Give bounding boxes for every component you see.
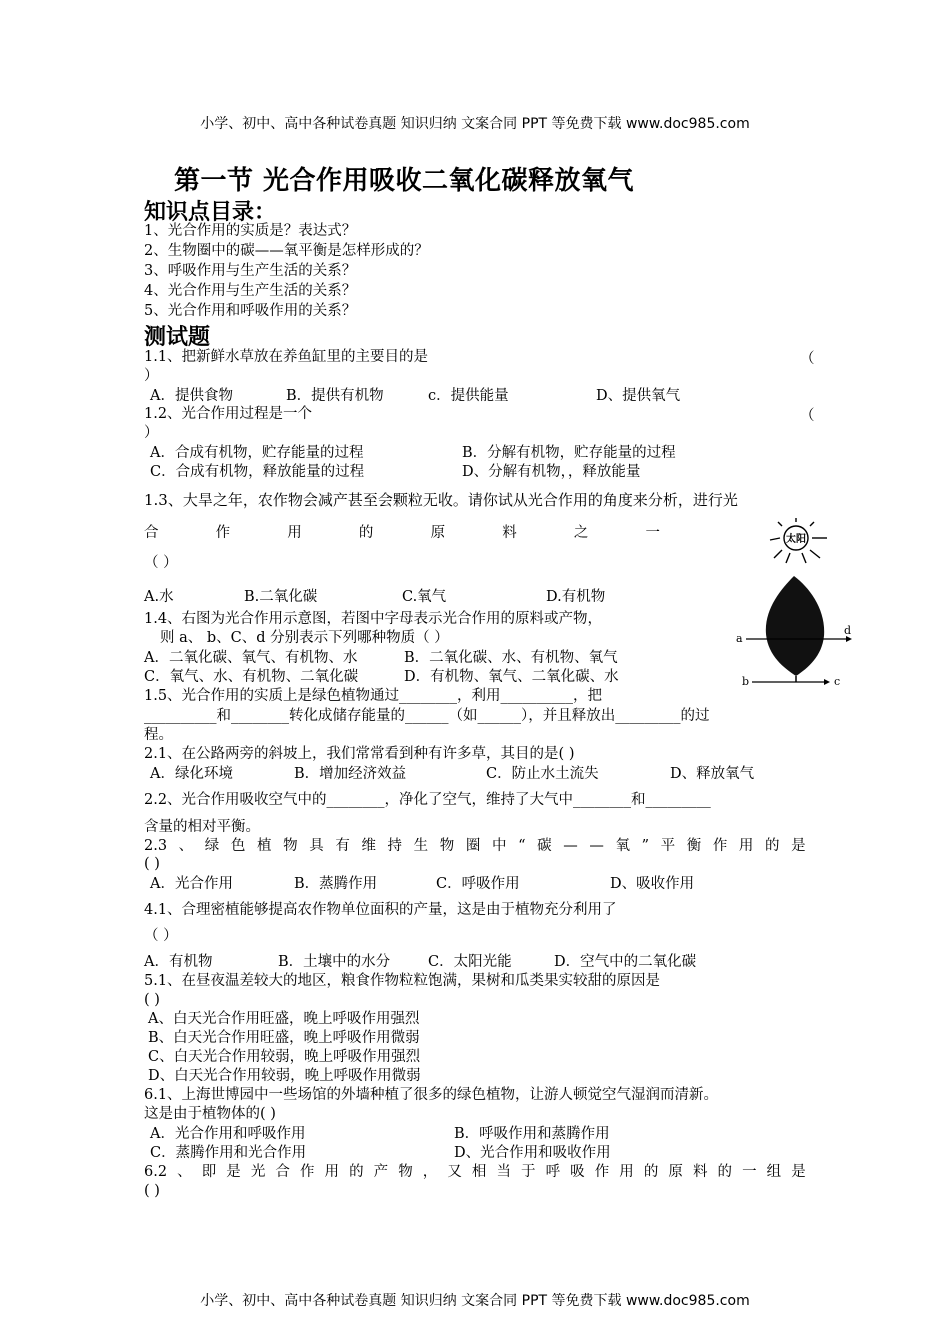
q23-char: 的: [765, 838, 780, 854]
option-d: D.有机物: [546, 589, 606, 605]
q62-char: 呼: [545, 1164, 561, 1180]
answer-paren: （ ）: [144, 555, 178, 571]
q62-char: 是: [226, 1164, 241, 1180]
q13-char: 作: [215, 525, 231, 541]
answer-paren-close: ）: [144, 368, 159, 384]
q62-char: 光: [250, 1164, 266, 1180]
q13-char: 原: [430, 525, 446, 541]
question-1-1: 1.1、把新鲜水草放在养鱼缸里的主要目的是: [144, 349, 429, 365]
option-d: D．有机物、氧气、二氧化碳、水: [404, 669, 619, 685]
q62-char: 又: [447, 1164, 462, 1180]
q23-char: ”: [641, 838, 649, 854]
q23-char: 作: [712, 838, 728, 854]
q62-char: 用: [619, 1164, 634, 1180]
q62-char: 用: [324, 1164, 339, 1180]
test-heading: 测试题: [144, 325, 211, 350]
option-a: A．光合作用: [150, 876, 233, 892]
label-a: a: [736, 632, 743, 645]
q23-char: 、: [178, 838, 194, 854]
question-1-5-line2: __________和________转化成储存能量的______（如______），并且释放出_________的过: [144, 708, 710, 724]
option-a: A．合成有机物，贮存能量的过程: [150, 445, 364, 461]
q62-char: 于: [521, 1164, 536, 1180]
question-2-2: 2.2、光合作用吸收空气中的________，净化了空气，维持了大气中________和_________: [144, 792, 711, 808]
q23-char: 具: [309, 838, 324, 854]
option-c: C．防止水土流失: [486, 766, 599, 782]
option-d: D、光合作用和吸收作用: [454, 1145, 611, 1161]
q13-char: 用: [287, 525, 302, 541]
q23-char: 衡: [686, 838, 702, 854]
q13-char: 之: [573, 525, 589, 541]
question-5-1: 5.1、在昼夜温差较大的地区，粮食作物粒粒饱满，果树和瓜类果实较甜的原因是: [144, 973, 661, 989]
q23-char: 绿: [204, 838, 220, 854]
q62-char: 即: [201, 1164, 217, 1180]
question-1-4: 1.4、右图为光合作用示意图，若图中字母表示光合作用的原料或产物，: [144, 611, 603, 627]
q23-char: 持: [387, 838, 403, 854]
q23-char: 物: [283, 838, 298, 854]
sun-label: 太阳: [786, 534, 806, 545]
answer-paren-open: （: [800, 408, 815, 424]
page-title: 第一节 光合作用吸收二氧化碳释放氧气: [174, 166, 635, 196]
page-footer: 小学、初中、高中各种试卷真题 知识归纳 文案合同 PPT 等免费下载 www.doc985.com: [200, 1293, 750, 1309]
knowledge-item: 4、光合作用与生产生活的关系？: [144, 283, 357, 299]
answer-paren: ( ): [144, 1183, 160, 1199]
q62-char: 原: [668, 1164, 683, 1180]
q23-char: 平: [660, 838, 676, 854]
q23-char: 中: [491, 838, 507, 854]
question-6-1: 6.1、上海世博园中一些场馆的外墙种植了很多的绿色植物，让游人顿觉空气湿润而清新。: [144, 1087, 719, 1103]
question-2-1: 2.1、在公路两旁的斜坡上，我们常常看到种有许多草，其目的是( ): [144, 746, 575, 762]
option-b: B．增加经济效益: [294, 766, 407, 782]
q23-char: 氧: [615, 838, 630, 854]
page-header: 小学、初中、高中各种试卷真题 知识归纳 文案合同 PPT 等免费下载 www.doc985.com: [200, 116, 750, 132]
label-b: b: [742, 675, 750, 688]
knowledge-item: 5、光合作用和呼吸作用的关系？: [144, 303, 357, 319]
option-c: C．氧气、水、有机物、二氧化碳: [144, 669, 359, 685]
q62-char: 当: [496, 1164, 511, 1180]
question-1-4-line2: 则 a、 b、C、d 分别表示下列哪种物质（ ）: [160, 630, 449, 646]
q62-char: 6.2: [144, 1164, 168, 1180]
q23-char: —: [563, 838, 578, 854]
q62-char: 作: [299, 1164, 315, 1180]
question-1-3: 1.3、大旱之年，农作物会减产甚至会颗粒无收。请你试从光合作用的角度来分析，进行光: [144, 491, 738, 509]
option-b: B．蒸腾作用: [294, 876, 378, 892]
q62-char: ，: [422, 1164, 438, 1180]
question-1-5-line3: 程。: [144, 727, 173, 743]
option-d: D、释放氧气: [670, 766, 755, 782]
q23-char: —: [589, 838, 604, 854]
q13-char: 一: [645, 525, 660, 541]
q23-char: 2.3: [144, 838, 168, 854]
answer-paren-open: （: [800, 351, 815, 367]
option-b: B．分解有机物，贮存能量的过程: [462, 445, 676, 461]
q62-char: 的: [643, 1164, 659, 1180]
q62-char: 物: [398, 1164, 413, 1180]
option-a: A．二氧化碳、氧气、有机物、水: [144, 650, 358, 666]
option-b: B．呼吸作用和蒸腾作用: [454, 1126, 610, 1142]
option-a: A.水: [144, 589, 174, 605]
q62-char: 的: [349, 1164, 364, 1180]
q23-char: 色: [230, 838, 246, 854]
question-1-3-line2: [144, 523, 660, 543]
q23-char: 生: [413, 838, 429, 854]
option-a: A．绿化环境: [150, 766, 233, 782]
leaf-icon: [766, 576, 824, 676]
q62-char: 料: [692, 1164, 708, 1180]
option-d: D．空气中的二氧化碳: [554, 954, 697, 970]
option-b: B．土壤中的水分: [278, 954, 391, 970]
option-d: D、提供氧气: [596, 388, 681, 404]
question-2-2-line2: 含量的相对平衡。: [144, 819, 260, 835]
q62-char: 相: [471, 1164, 487, 1180]
q62-char: 组: [766, 1164, 782, 1180]
q23-char: 维: [361, 838, 376, 854]
option-c: C．太阳光能: [428, 954, 512, 970]
label-c: c: [834, 675, 841, 688]
option-d: D、分解有机物，，释放能量: [462, 464, 641, 480]
q62-char: 的: [717, 1164, 732, 1180]
option-b: B.二氧化碳: [244, 589, 318, 605]
answer-paren: （ ）: [144, 928, 178, 944]
q13-char: 合: [144, 525, 159, 541]
answer-paren: ( ): [144, 856, 160, 872]
q23-char: 圈: [465, 838, 481, 854]
q23-char: 有: [335, 838, 350, 854]
question-6-1-line2: 这是由于植物体的( ): [144, 1106, 276, 1122]
arrow-head-c: [824, 679, 830, 685]
knowledge-item: 2、生物圈中的碳——氧平衡是怎样形成的？: [144, 243, 429, 259]
option-c: C.氧气: [402, 589, 447, 605]
question-6-2: [144, 1162, 806, 1182]
knowledge-heading: 知识点目录：: [144, 200, 277, 225]
option-c: C．合成有机物，释放能量的过程: [150, 464, 365, 480]
q23-char: 物: [439, 838, 455, 854]
q13-char: 料: [502, 525, 517, 541]
q62-char: 作: [594, 1164, 610, 1180]
option-d: D、白天光合作用较弱，晚上呼吸作用微弱: [148, 1068, 421, 1084]
knowledge-item: 1、光合作用的实质是？表达式？: [144, 223, 357, 239]
option-b: B、白天光合作用旺盛，晚上呼吸作用微弱: [148, 1030, 420, 1046]
q23-char: 是: [791, 838, 806, 854]
question-4-1: 4.1、合理密植能够提高农作物单位面积的产量，这是由于植物充分利用了: [144, 902, 617, 918]
question-1-5: 1.5、光合作用的实质上是绿色植物通过________，利用__________，把: [144, 688, 603, 704]
q23-char: 植: [257, 838, 272, 854]
q62-char: 合: [275, 1164, 290, 1180]
option-c: C、白天光合作用较弱，晚上呼吸作用强烈: [148, 1049, 421, 1065]
option-b: B．提供有机物: [286, 388, 384, 404]
option-a: A．有机物: [144, 954, 213, 970]
q62-char: 吸: [570, 1164, 585, 1180]
q23-char: 碳: [537, 838, 552, 854]
option-a: A．光合作用和呼吸作用: [150, 1126, 306, 1142]
option-c: C．蒸腾作用和光合作用: [150, 1145, 307, 1161]
option-d: D、吸收作用: [610, 876, 695, 892]
answer-paren-close: ）: [144, 425, 159, 441]
option-a: A．提供食物: [150, 388, 233, 404]
q13-char: 的: [358, 525, 374, 541]
q62-char: 是: [791, 1164, 806, 1180]
q23-char: “: [518, 838, 526, 854]
question-1-2: 1.2、光合作用过程是一个: [144, 406, 313, 422]
question-2-3: [144, 836, 806, 856]
knowledge-item: 3、呼吸作用与生产生活的关系？: [144, 263, 357, 279]
answer-paren: ( ): [144, 992, 160, 1008]
q62-char: 一: [742, 1164, 757, 1180]
label-d: d: [844, 624, 852, 637]
option-a: A、白天光合作用旺盛，晚上呼吸作用强烈: [148, 1011, 420, 1027]
q62-char: 、: [177, 1164, 192, 1180]
option-b: B．二氧化碳、水、有机物、氧气: [404, 650, 618, 666]
photosynthesis-diagram: [728, 518, 854, 692]
q23-char: 用: [738, 838, 754, 854]
option-c: c．提供能量: [428, 388, 509, 404]
q62-char: 产: [373, 1164, 389, 1180]
option-c: C．呼吸作用: [436, 876, 520, 892]
